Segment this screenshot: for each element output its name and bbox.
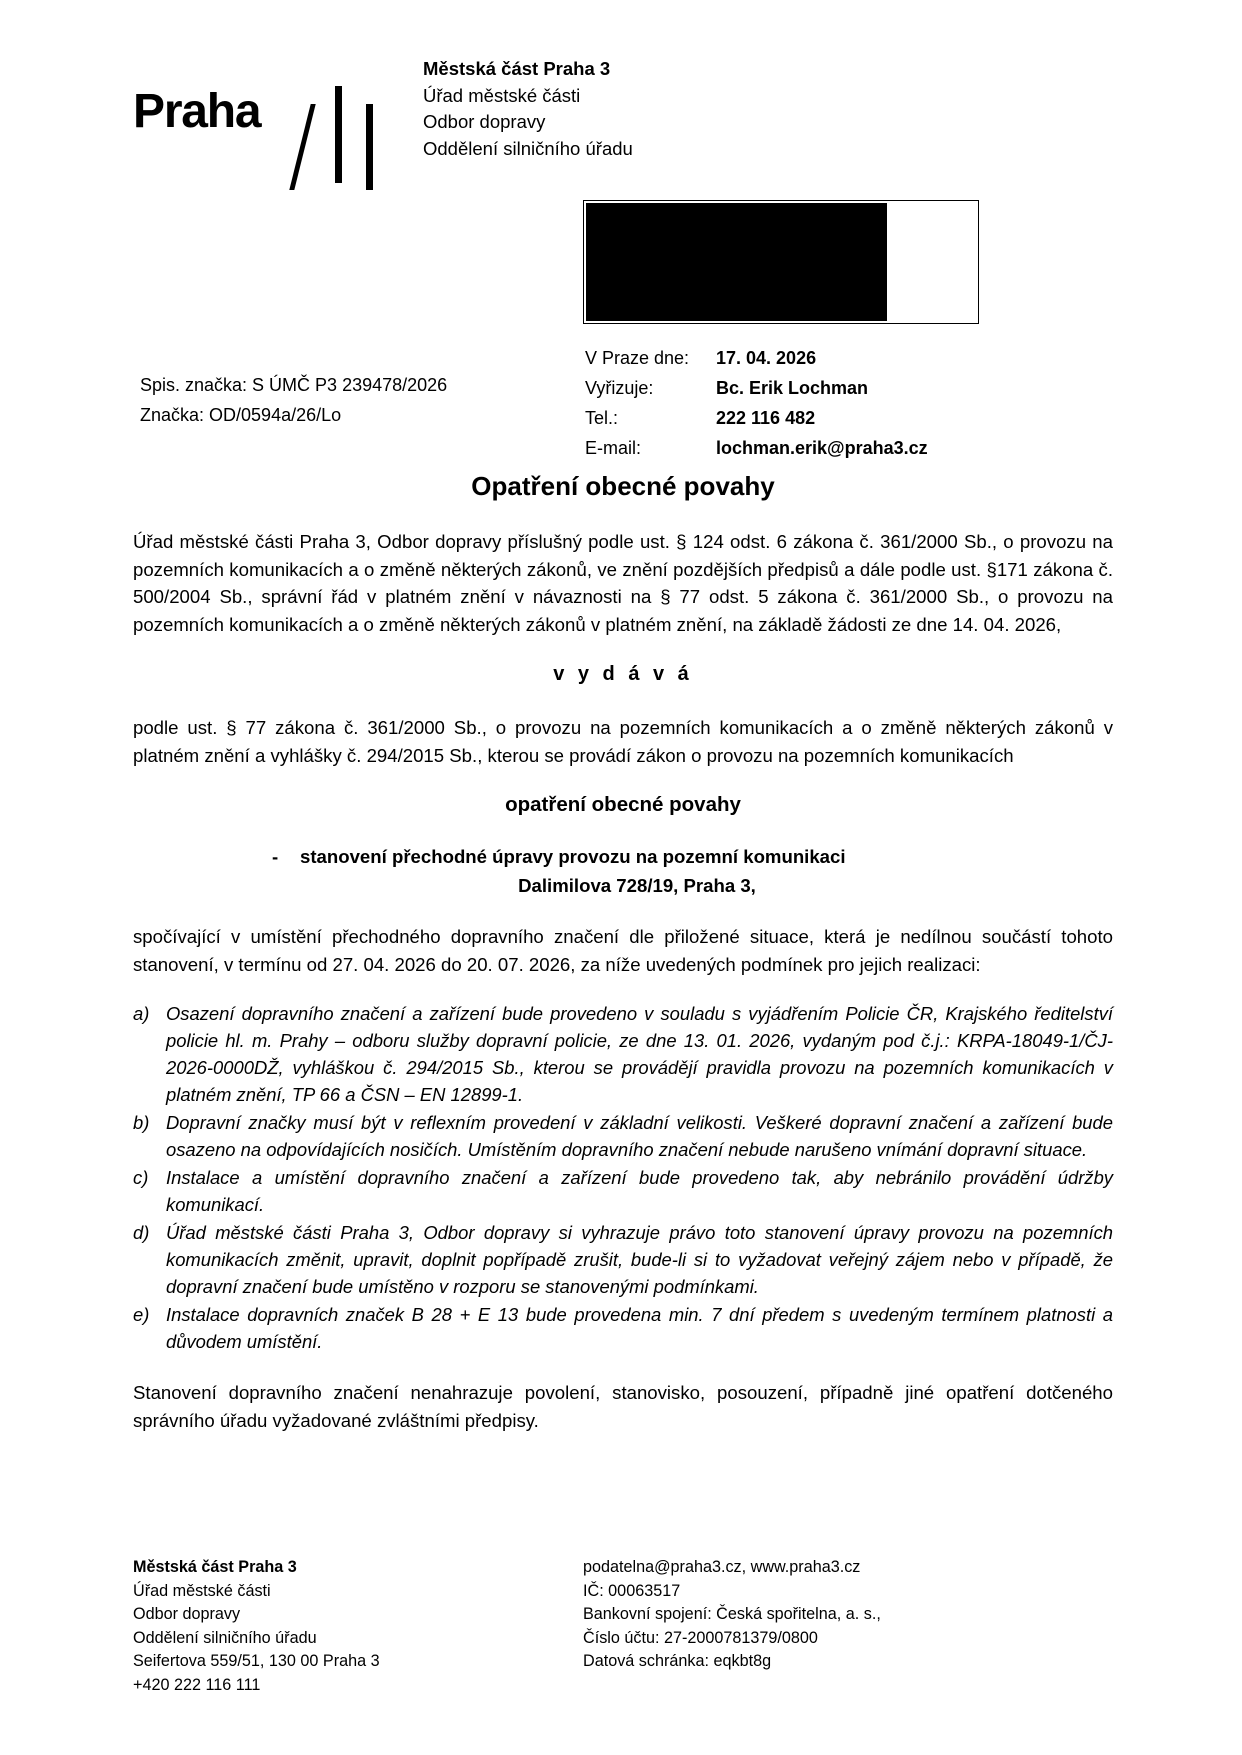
footer-data-box: Datová schránka: eqkbt8g (583, 1652, 772, 1670)
footer-phone: +420 222 116 111 (133, 1675, 261, 1694)
file-reference: Spis. značka: S ÚMČ P3 239478/2026 (140, 375, 448, 395)
subject-text: stanovení přechodné úpravy provozu na pozemní komunikaci (300, 846, 846, 867)
contact-details (585, 343, 1105, 463)
email-label: E-mail: (585, 438, 642, 458)
condition-text: Osazení dopravního značení a zařízení bude provedeno v souladu s vyjádřením Policie ČR, Krajského ředitelství policie hl. m. Prahy – odboru služby dopravní policie, ze dne 13. 01. 2026, vydaným pod č.j.: KRPA-18049-1/ČJ-2026-0000DŽ, vyhláškou č. 294/2015 Sb., kterou se provádějí pravidla provozu na pozemních komunikacích v platném znění, TP 66 a ČSN – EN 12899-1. (166, 1003, 1113, 1105)
email-value: lochman.erik@praha3.cz (716, 438, 928, 458)
meta-row-tel (585, 403, 1105, 433)
footer-account-number: Číslo účtu: 27-2000781379/0800 (583, 1628, 818, 1647)
org-unit: Oddělení silničního úřadu (423, 137, 633, 159)
measure-heading: opatření obecné povahy (505, 793, 741, 816)
condition-text: Instalace dopravních značek B 28 + E 13 bude provedena min. 7 dní předem s uvedeným termínem platnosti a důvodem umístění. (166, 1304, 1113, 1352)
condition-marker: a) (133, 1003, 150, 1024)
footer-bank: Bankovní spojení: Česká spořitelna, a. s., (583, 1605, 881, 1623)
date-value: 17. 04. 2026 (716, 348, 817, 368)
list-item (133, 1219, 1113, 1300)
footer-department: Odbor dopravy (133, 1605, 241, 1623)
logo-wordmark: Praha (133, 85, 261, 138)
condition-text: Instalace a umístění dopravního značení a zařízení bude provedeno tak, aby nebránilo provádění údržby komunikací. (166, 1167, 1113, 1215)
letterhead (133, 44, 1113, 162)
reference-numbers (140, 370, 560, 430)
footer-ico: IČ: 00063517 (583, 1581, 681, 1600)
document-body (133, 470, 1113, 1456)
subject-block (133, 843, 1113, 899)
legal-basis-paragraph: podle ust. § 77 zákona č. 361/2000 Sb., o provozu na pozemních komunikacích a o změně některých zákonů v platném znění a vyhlášky č. 294/2015 Sb., kterou se provádí zákon o provozu na pozemních komunikacích (133, 717, 1113, 766)
footer-email-web: podatelna@praha3.cz, www.praha3.cz (583, 1558, 861, 1576)
issues-heading: v y d á v á (553, 663, 693, 685)
footer-unit: Oddělení silničního úřadu (133, 1628, 317, 1647)
organization-block (423, 44, 1113, 162)
tel-label: Tel.: (585, 408, 619, 428)
footer-address-column (133, 1556, 583, 1697)
org-name: Městská část Praha 3 (423, 58, 611, 79)
subject-bullet: - (272, 846, 279, 867)
officer-label: Vyřizuje: (585, 378, 654, 398)
org-department: Odbor dopravy (423, 111, 546, 132)
list-item (133, 1164, 1113, 1218)
footer-street-address: Seifertova 559/51, 130 00 Praha 3 (133, 1652, 380, 1670)
list-item (133, 1301, 1113, 1355)
tel-value: 222 116 482 (716, 408, 816, 428)
footer-org-name: Městská část Praha 3 (133, 1558, 297, 1576)
mark-reference: Značka: OD/0594a/26/Lo (140, 405, 342, 425)
closing-paragraph: Stanovení dopravního značení nenahrazuje povolení, stanovisko, posouzení, případně jiné opatření dotčeného správního úřadu vyžadované zvláštními předpisy. (133, 1382, 1113, 1431)
condition-marker: c) (133, 1167, 149, 1188)
page-footer (133, 1556, 1113, 1697)
subject-row (133, 843, 1113, 870)
condition-marker: e) (133, 1304, 150, 1325)
conditions-list (133, 1000, 1113, 1355)
condition-marker: b) (133, 1112, 150, 1133)
meta-row-date (585, 343, 1105, 373)
condition-text: Dopravní značky musí být v reflexním provedení v základní velikosti. Veškeré dopravní značení a zařízení bude osazeno na odpovídajících nosičích. Umístěním dopravního značení nebude narušeno vnímání dopravní situace. (166, 1112, 1113, 1160)
org-office: Úřad městské části (423, 84, 581, 106)
subject-address: Dalimilova 728/19, Praha 3, (518, 875, 756, 896)
intro-paragraph: Úřad městské části Praha 3, Odbor dopravy příslušný podle ust. § 124 odst. 6 zákona č. 361/2000 Sb., o provozu na pozemních komunikacích a o změně některých zákonů, ve znění pozdějších předpisů a dále podle ust. §171 zákona č. 500/2004 Sb., správní řád v platném znění v návaznosti na § 77 odst. 5 zákona č. 361/2000 Sb., o provozu na pozemních komunikacích a o změně některých zákonů v platném znění, na základě žádosti ze dne 14. 04. 2026, (133, 531, 1113, 635)
condition-text: Úřad městské části Praha 3, Odbor dopravy si vyhrazuje právo toto stanovení úpravy provozu na pozemních komunikacích změnit, upravit, doplnit popřípadě zrušit, bude-li si to vyžadovat veřejný zájem nebo v případě, že dopravní značení bude umístěno v rozporu se stanovenými podmínkami. (166, 1222, 1113, 1297)
page-title: Opatření obecné povahy (471, 471, 775, 501)
list-item (133, 1000, 1113, 1108)
footer-contact-column (583, 1556, 1113, 1697)
meta-row-email (585, 433, 1105, 463)
condition-marker: d) (133, 1222, 150, 1243)
footer-office: Úřad městské části (133, 1581, 271, 1600)
list-item (133, 1109, 1113, 1163)
logo-slash-bars-icon (296, 78, 386, 186)
redaction-block (586, 203, 887, 321)
meta-row-officer (585, 373, 1105, 403)
officer-value: Bc. Erik Lochman (716, 378, 869, 398)
date-label: V Praze dne: (585, 348, 690, 368)
description-paragraph: spočívající v umístění přechodného dopravního značení dle přiložené situace, která je nedílnou součástí tohoto stanovení, v termínu od 27. 04. 2026 do 20. 07. 2026, za níže uvedených podmínek pro jejich realizaci: (133, 926, 1113, 975)
recipient-address-box (583, 200, 979, 324)
praha3-logo (133, 44, 423, 152)
